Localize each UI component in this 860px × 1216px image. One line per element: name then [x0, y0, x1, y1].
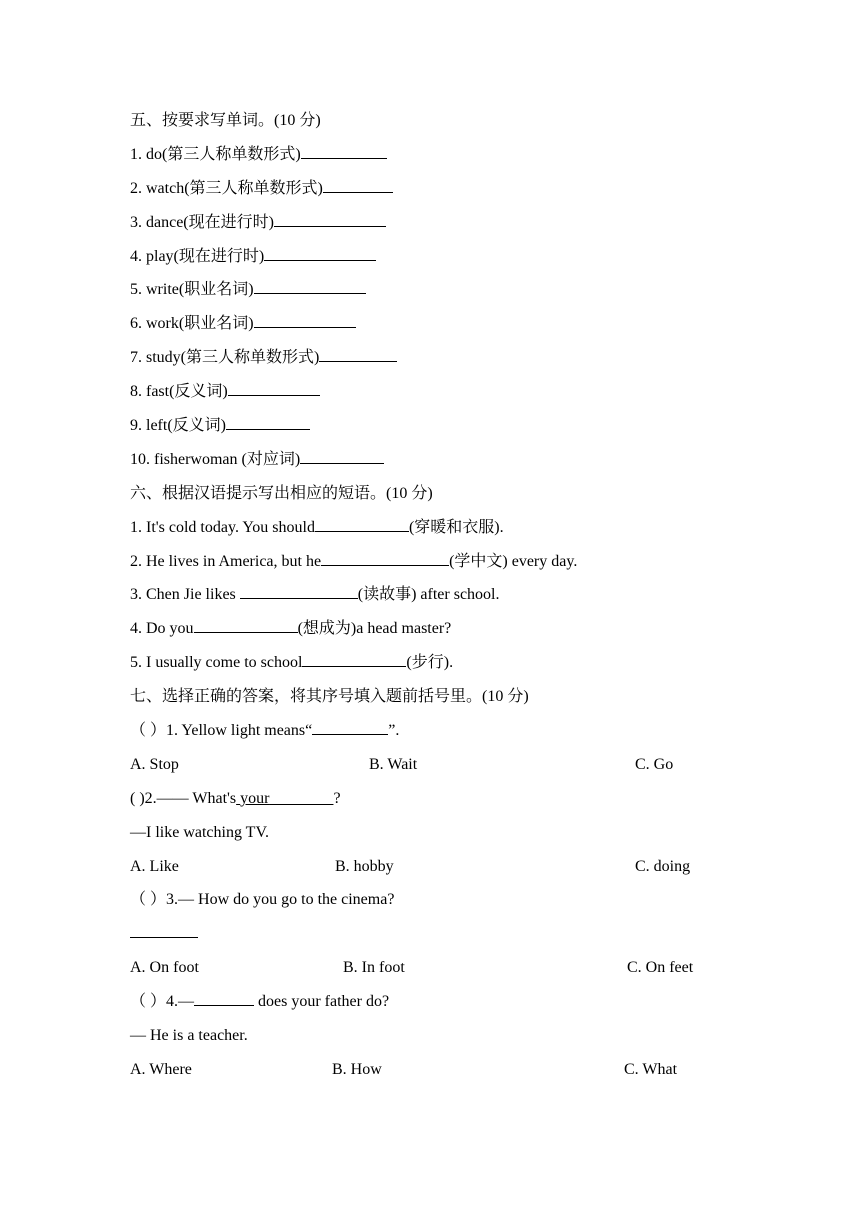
q3-stem	[130, 887, 730, 921]
s6-item-3	[130, 582, 730, 616]
option-b: B. hobby	[335, 857, 394, 875]
s6-text-after: (想成为)a head master?	[297, 620, 452, 638]
answer-blank[interactable]	[228, 379, 320, 396]
option-a: A. Like	[130, 857, 179, 875]
q3-answer-line	[130, 921, 730, 955]
answer-blank[interactable]	[240, 582, 358, 599]
option-b: B. How	[332, 1060, 382, 1078]
s6-text-after: (读故事) after school.	[357, 586, 500, 604]
answer-blank[interactable]	[319, 345, 397, 362]
answer-paren[interactable]: （ ）	[130, 891, 167, 909]
s5-item-3	[130, 210, 730, 244]
q4-stem-after: does your father do?	[254, 993, 390, 1011]
s6-text-before: 5. I usually come to school	[130, 654, 303, 672]
s5-item-text: 8. fast(反义词)	[130, 383, 228, 401]
answer-paren[interactable]: ( )	[130, 789, 145, 807]
option-c: C. Go	[635, 755, 674, 773]
s5-item-text: 1. do(第三人称单数形式)	[130, 145, 301, 163]
q4-options	[130, 1057, 730, 1091]
q1-stem-before: 1. Yellow light means“	[166, 722, 313, 740]
option-b: B. Wait	[369, 755, 418, 773]
answer-blank[interactable]	[194, 989, 254, 1006]
s6-item-1	[130, 515, 730, 549]
s5-item-text: 5. write(职业名词)	[130, 281, 254, 299]
option-c: C. doing	[635, 857, 691, 875]
q2-stem-after: ?	[333, 789, 341, 807]
q2-underlined-word	[236, 790, 333, 807]
answer-blank[interactable]	[312, 718, 388, 735]
answer-blank[interactable]	[254, 311, 356, 328]
s6-text-after: (步行).	[406, 654, 454, 672]
q3-stem-text: 3.— How do you go to the cinema?	[166, 891, 395, 909]
s5-item-7	[130, 345, 730, 379]
s6-text-after: (穿暖和衣服).	[408, 518, 504, 536]
answer-blank[interactable]	[315, 515, 409, 532]
answer-blank[interactable]	[323, 176, 393, 193]
answer-blank[interactable]	[226, 413, 310, 430]
s5-item-text: 4. play(现在进行时)	[130, 247, 265, 265]
s5-item-text: 9. left(反义词)	[130, 417, 226, 435]
s5-item-5	[130, 277, 730, 311]
s5-item-1	[130, 142, 730, 176]
s5-item-10	[130, 447, 730, 481]
s5-item-text: 3. dance(现在进行时)	[130, 213, 274, 231]
q1-options	[130, 752, 730, 786]
option-b: B. In foot	[343, 959, 405, 977]
s6-item-2	[130, 549, 730, 583]
s6-text-before: 4. Do you	[130, 620, 194, 638]
s5-item-8	[130, 379, 730, 413]
q4-stem-before: 4.—	[166, 993, 195, 1011]
s6-item-5	[130, 650, 730, 684]
section-5-heading: 五、按要求写单词。(10 分)	[130, 112, 321, 129]
s5-item-2	[130, 176, 730, 210]
q2-stem-before: 2.—— What's	[144, 789, 237, 807]
answer-blank[interactable]	[254, 277, 366, 294]
q2-options	[130, 854, 730, 888]
s5-item-text: 10. fisherwoman (对应词)	[130, 450, 301, 468]
q2-answer: —I like watching TV.	[130, 823, 269, 841]
s6-text-after: (学中文) every day.	[449, 552, 578, 570]
q3-options	[130, 955, 730, 989]
s5-item-6	[130, 311, 730, 345]
s5-item-4	[130, 244, 730, 278]
q1-stem-after: ”.	[388, 722, 400, 740]
q1-stem	[130, 718, 730, 752]
q4-stem	[130, 989, 730, 1023]
s6-text-before: 2. He lives in America, but he	[130, 552, 322, 570]
answer-blank[interactable]	[301, 142, 387, 159]
s5-item-text: 2. watch(第三人称单数形式)	[130, 179, 323, 197]
s5-item-9	[130, 413, 730, 447]
section-6-heading: 六、根据汉语提示写出相应的短语。(10 分)	[130, 484, 433, 502]
answer-blank[interactable]	[302, 650, 406, 667]
answer-blank[interactable]	[300, 447, 384, 464]
answer-paren[interactable]: （ ）	[130, 722, 167, 740]
answer-blank[interactable]	[130, 921, 198, 938]
option-a: A. Where	[130, 1060, 192, 1078]
answer-blank[interactable]	[264, 244, 376, 261]
answer-blank[interactable]	[194, 616, 298, 633]
option-c: C. What	[624, 1060, 678, 1078]
answer-paren[interactable]: （ ）	[130, 993, 167, 1011]
q2-stem	[130, 786, 730, 820]
q4-answer: — He is a teacher.	[130, 1027, 248, 1045]
s5-item-text: 6. work(职业名词)	[130, 315, 254, 333]
s6-text-before: 3. Chen Jie likes	[130, 586, 240, 604]
option-a: A. Stop	[130, 755, 179, 773]
q2-underlined-text: your	[240, 789, 270, 807]
section-7-heading: 七、选择正确的答案，将其序号填入题前括号里。(10 分)	[130, 688, 529, 706]
worksheet-page	[130, 108, 730, 1091]
answer-blank[interactable]	[274, 210, 386, 227]
s5-item-text: 7. study(第三人称单数形式)	[130, 349, 320, 367]
option-c: C. On feet	[627, 959, 694, 977]
answer-blank[interactable]	[321, 549, 449, 566]
s6-text-before: 1. It's cold today. You should	[130, 518, 315, 536]
s6-item-4	[130, 616, 730, 650]
option-a: A. On foot	[130, 959, 199, 977]
